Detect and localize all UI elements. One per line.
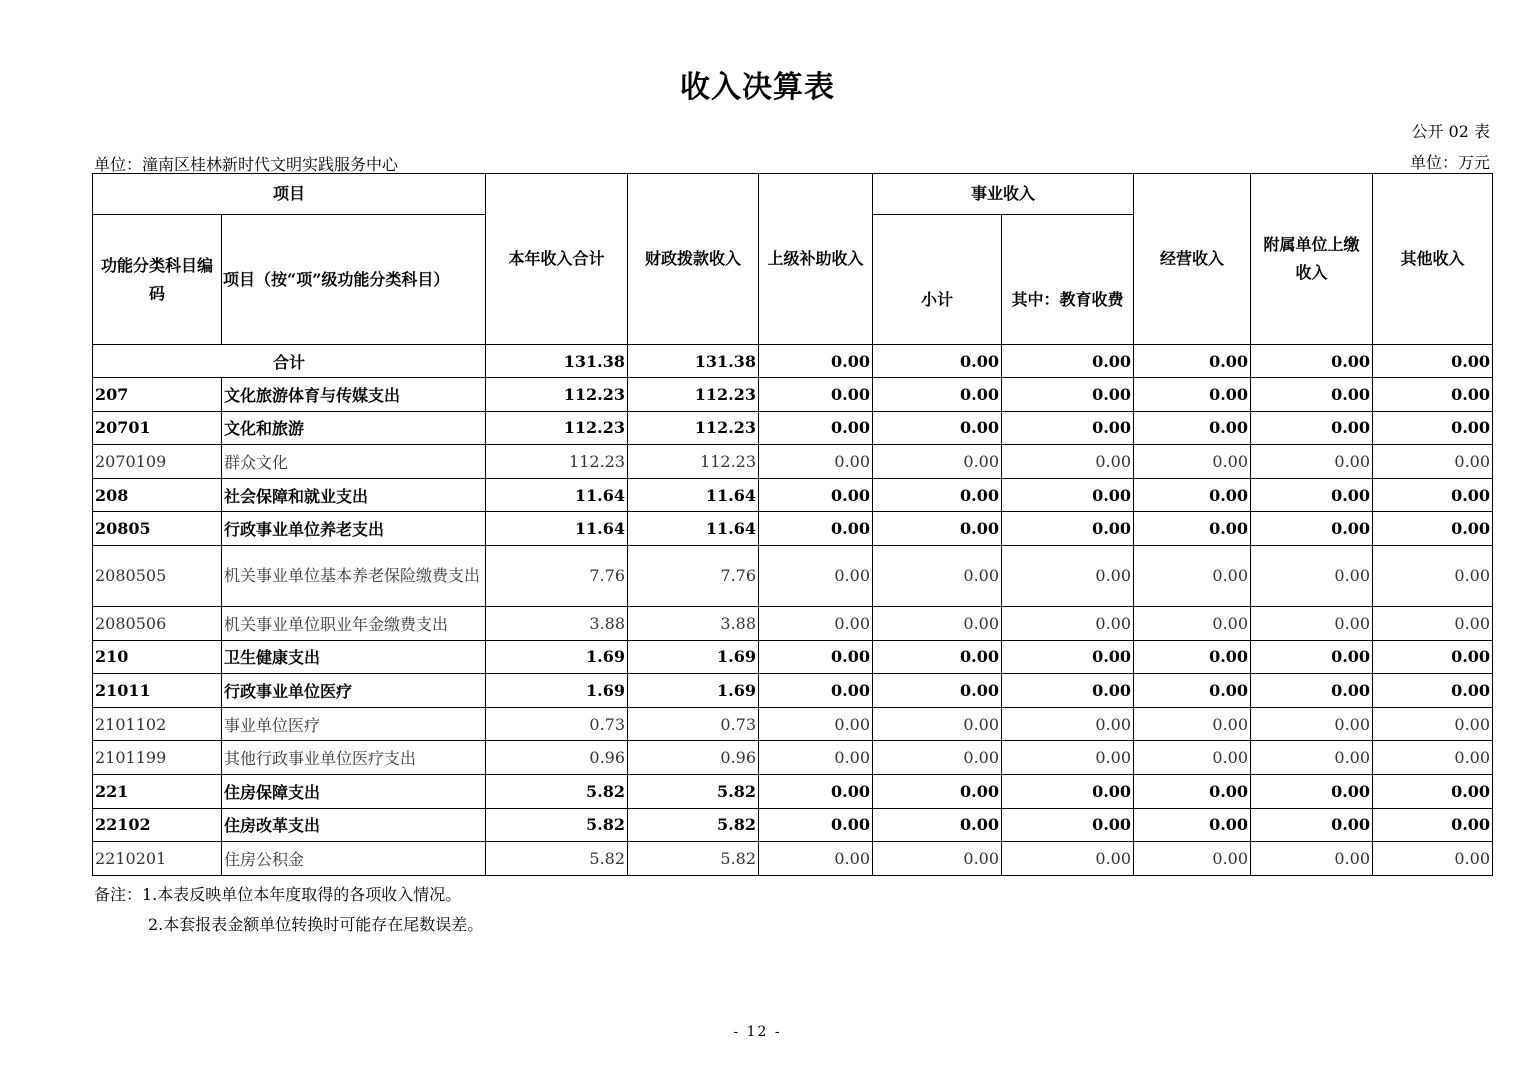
amount-cell: 0.00 <box>873 741 1002 775</box>
amount-cell: 0.00 <box>1251 842 1373 876</box>
amount-cell: 7.76 <box>628 545 759 606</box>
amount-cell: 7.76 <box>486 545 628 606</box>
subject-code: 210 <box>93 640 222 674</box>
amount-cell: 0.00 <box>1002 378 1134 412</box>
amount-cell: 0.00 <box>759 674 873 708</box>
subject-name: 事业单位医疗 <box>222 707 486 741</box>
amount-cell: 0.00 <box>1251 411 1373 445</box>
amount-cell: 0.00 <box>1002 411 1134 445</box>
amount-cell: 0.00 <box>873 808 1002 842</box>
amount-cell: 0.00 <box>759 545 873 606</box>
amount-cell: 112.23 <box>628 411 759 445</box>
amount-cell: 1.69 <box>628 674 759 708</box>
amount-cell: 3.88 <box>628 606 759 640</box>
amount-cell: 0.00 <box>873 774 1002 808</box>
total-cell: 0.00 <box>1002 345 1134 378</box>
subject-code: 207 <box>93 378 222 412</box>
amount-cell: 0.00 <box>1373 640 1493 674</box>
total-cell: 0.00 <box>759 345 873 378</box>
amount-cell: 0.00 <box>873 512 1002 546</box>
amount-cell: 0.73 <box>486 707 628 741</box>
amount-cell: 0.00 <box>1251 707 1373 741</box>
amount-cell: 112.23 <box>486 378 628 412</box>
amount-cell: 0.00 <box>1251 674 1373 708</box>
amount-cell: 0.00 <box>873 545 1002 606</box>
table-row <box>93 478 1493 512</box>
amount-cell: 0.00 <box>1251 808 1373 842</box>
subject-code: 2080506 <box>93 606 222 640</box>
amount-cell: 0.00 <box>1134 378 1251 412</box>
subject-name: 行政事业单位养老支出 <box>222 512 486 546</box>
table-row <box>93 512 1493 546</box>
amount-cell: 3.88 <box>486 606 628 640</box>
table-row <box>93 808 1493 842</box>
note-1: 备注：1.本表反映单位本年度取得的各项收入情况。 <box>94 885 462 904</box>
page-number: - 12 - <box>733 1024 782 1040</box>
header-name: 项目（按“项”级功能分类科目） <box>222 215 486 345</box>
amount-cell: 5.82 <box>486 808 628 842</box>
subject-code: 20701 <box>93 411 222 445</box>
subject-code: 2101199 <box>93 741 222 775</box>
table-row <box>93 741 1493 775</box>
amount-cell: 0.00 <box>1373 774 1493 808</box>
table-row <box>93 707 1493 741</box>
subject-name: 文化和旅游 <box>222 411 486 445</box>
table-row <box>93 411 1493 445</box>
total-cell: 0.00 <box>1251 345 1373 378</box>
amount-cell: 5.82 <box>628 774 759 808</box>
amount-cell: 0.00 <box>1373 674 1493 708</box>
subject-code: 22102 <box>93 808 222 842</box>
amount-cell: 0.00 <box>873 674 1002 708</box>
subject-code: 208 <box>93 478 222 512</box>
subject-code: 2070109 <box>93 445 222 479</box>
header-code: 功能分类科目编码 <box>93 215 222 345</box>
subject-name: 住房改革支出 <box>222 808 486 842</box>
amount-cell: 11.64 <box>628 478 759 512</box>
subject-name: 住房公积金 <box>222 842 486 876</box>
amount-cell: 0.00 <box>873 606 1002 640</box>
amount-cell: 0.00 <box>759 411 873 445</box>
amount-cell: 0.00 <box>1134 774 1251 808</box>
table-row <box>93 378 1493 412</box>
amount-cell: 0.00 <box>759 774 873 808</box>
subject-code: 20805 <box>93 512 222 546</box>
amount-cell: 112.23 <box>628 445 759 479</box>
header-subtotal: 小计 <box>873 215 1002 345</box>
amount-cell: 0.00 <box>1134 411 1251 445</box>
amount-cell: 11.64 <box>486 512 628 546</box>
total-cell: 0.00 <box>1373 345 1493 378</box>
amount-cell: 0.00 <box>759 512 873 546</box>
amount-cell: 0.00 <box>759 741 873 775</box>
amount-cell: 0.00 <box>1134 640 1251 674</box>
amount-cell: 1.69 <box>486 640 628 674</box>
amount-cell: 0.00 <box>759 640 873 674</box>
amount-cell: 0.00 <box>1134 606 1251 640</box>
amount-cell: 0.00 <box>873 378 1002 412</box>
amount-cell: 0.00 <box>1134 445 1251 479</box>
subject-name: 社会保障和就业支出 <box>222 478 486 512</box>
amount-cell: 0.00 <box>1373 606 1493 640</box>
amount-cell: 1.69 <box>628 640 759 674</box>
header-affiliated: 附属单位上缴收入 <box>1251 174 1373 345</box>
amount-cell: 0.00 <box>1134 808 1251 842</box>
amount-cell: 0.00 <box>1251 640 1373 674</box>
amount-cell: 0.00 <box>1002 606 1134 640</box>
subject-code: 2080505 <box>93 545 222 606</box>
header-other: 其他收入 <box>1373 174 1493 345</box>
subject-code: 221 <box>93 774 222 808</box>
table-row <box>93 640 1493 674</box>
header-fiscal: 财政拨款收入 <box>628 174 759 345</box>
amount-cell: 0.00 <box>873 640 1002 674</box>
amount-cell: 0.96 <box>486 741 628 775</box>
amount-cell: 0.00 <box>1373 445 1493 479</box>
amount-cell: 0.00 <box>759 378 873 412</box>
amount-cell: 0.00 <box>873 445 1002 479</box>
amount-cell: 5.82 <box>486 842 628 876</box>
amount-cell: 0.00 <box>1002 707 1134 741</box>
page-title: 收入决算表 <box>680 70 835 105</box>
table-row <box>93 606 1493 640</box>
subject-code: 2101102 <box>93 707 222 741</box>
amount-cell: 0.00 <box>1134 478 1251 512</box>
amount-cell: 0.00 <box>1251 606 1373 640</box>
subject-code: 2210201 <box>93 842 222 876</box>
header-business-group: 事业收入 <box>873 174 1134 215</box>
amount-cell: 112.23 <box>486 445 628 479</box>
table-row <box>93 545 1493 606</box>
amount-cell: 0.00 <box>1134 741 1251 775</box>
amount-cell: 0.00 <box>1002 640 1134 674</box>
amount-cell: 0.00 <box>1134 545 1251 606</box>
amount-cell: 0.00 <box>1373 808 1493 842</box>
subject-name: 群众文化 <box>222 445 486 479</box>
amount-cell: 11.64 <box>628 512 759 546</box>
amount-cell: 0.00 <box>1251 378 1373 412</box>
header-total: 本年收入合计 <box>486 174 628 345</box>
amount-cell: 5.82 <box>486 774 628 808</box>
table-row <box>93 774 1493 808</box>
amount-cell: 0.00 <box>873 478 1002 512</box>
amount-cell: 0.00 <box>1134 842 1251 876</box>
amount-cell: 0.00 <box>1002 512 1134 546</box>
table-row <box>93 445 1493 479</box>
table-row <box>93 842 1493 876</box>
amount-cell: 1.69 <box>486 674 628 708</box>
total-row <box>93 345 1493 378</box>
subject-name: 住房保障支出 <box>222 774 486 808</box>
amount-cell: 0.00 <box>1134 512 1251 546</box>
amount-cell: 0.00 <box>1373 545 1493 606</box>
amount-cell: 0.00 <box>1002 478 1134 512</box>
subject-name: 文化旅游体育与传媒支出 <box>222 378 486 412</box>
amount-cell: 0.00 <box>1002 808 1134 842</box>
amount-cell: 0.00 <box>873 411 1002 445</box>
note-2: 2.本套报表金额单位转换时可能存在尾数误差。 <box>148 915 484 934</box>
amount-cell: 0.00 <box>1002 445 1134 479</box>
total-cell: 0.00 <box>873 345 1002 378</box>
amount-cell: 0.00 <box>1373 512 1493 546</box>
amount-cell: 112.23 <box>628 378 759 412</box>
amount-cell: 11.64 <box>486 478 628 512</box>
amount-cell: 0.00 <box>1002 774 1134 808</box>
amount-cell: 0.00 <box>1251 774 1373 808</box>
amount-cell: 0.00 <box>1002 674 1134 708</box>
header-superior: 上级补助收入 <box>759 174 873 345</box>
subject-name: 机关事业单位职业年金缴费支出 <box>222 606 486 640</box>
amount-cell: 0.00 <box>759 606 873 640</box>
amount-cell: 0.00 <box>873 707 1002 741</box>
amount-cell: 0.00 <box>1134 707 1251 741</box>
amount-cell: 0.00 <box>1373 478 1493 512</box>
amount-cell: 0.00 <box>759 478 873 512</box>
amount-cell: 0.00 <box>1002 545 1134 606</box>
amount-cell: 0.73 <box>628 707 759 741</box>
total-cell: 131.38 <box>628 345 759 378</box>
amount-cell: 0.00 <box>1251 545 1373 606</box>
amount-cell: 112.23 <box>486 411 628 445</box>
amount-cell: 0.00 <box>759 707 873 741</box>
amount-cell: 0.00 <box>1373 411 1493 445</box>
amount-cell: 0.00 <box>1251 445 1373 479</box>
amount-cell: 0.00 <box>1373 378 1493 412</box>
header-project: 项目 <box>93 174 486 215</box>
amount-cell: 0.00 <box>1002 741 1134 775</box>
amount-cell: 0.00 <box>1373 707 1493 741</box>
subject-name: 卫生健康支出 <box>222 640 486 674</box>
amount-cell: 0.00 <box>1002 842 1134 876</box>
header-education: 其中：教育收费 <box>1002 215 1134 345</box>
subject-name: 机关事业单位基本养老保险缴费支出 <box>222 545 486 606</box>
form-number: 公开 02 表 <box>1411 122 1490 141</box>
reporting-unit: 单位：潼南区桂林新时代文明实践服务中心 <box>94 155 399 174</box>
total-cell: 131.38 <box>486 345 628 378</box>
amount-cell: 0.96 <box>628 741 759 775</box>
amount-cell: 0.00 <box>1373 741 1493 775</box>
amount-cell: 5.82 <box>628 808 759 842</box>
subject-code: 21011 <box>93 674 222 708</box>
income-table <box>92 173 1493 876</box>
amount-cell: 0.00 <box>1134 674 1251 708</box>
amount-cell: 0.00 <box>1251 741 1373 775</box>
notes <box>94 880 483 940</box>
amount-cell: 0.00 <box>759 842 873 876</box>
amount-cell: 0.00 <box>1251 512 1373 546</box>
total-label: 合计 <box>93 345 486 378</box>
header-operating: 经营收入 <box>1134 174 1251 345</box>
total-cell: 0.00 <box>1134 345 1251 378</box>
table-row <box>93 674 1493 708</box>
amount-cell: 0.00 <box>1251 478 1373 512</box>
amount-cell: 0.00 <box>1373 842 1493 876</box>
currency-unit: 单位：万元 <box>1409 153 1490 172</box>
amount-cell: 0.00 <box>759 445 873 479</box>
subject-name: 行政事业单位医疗 <box>222 674 486 708</box>
amount-cell: 0.00 <box>873 842 1002 876</box>
amount-cell: 5.82 <box>628 842 759 876</box>
subject-name: 其他行政事业单位医疗支出 <box>222 741 486 775</box>
amount-cell: 0.00 <box>759 808 873 842</box>
